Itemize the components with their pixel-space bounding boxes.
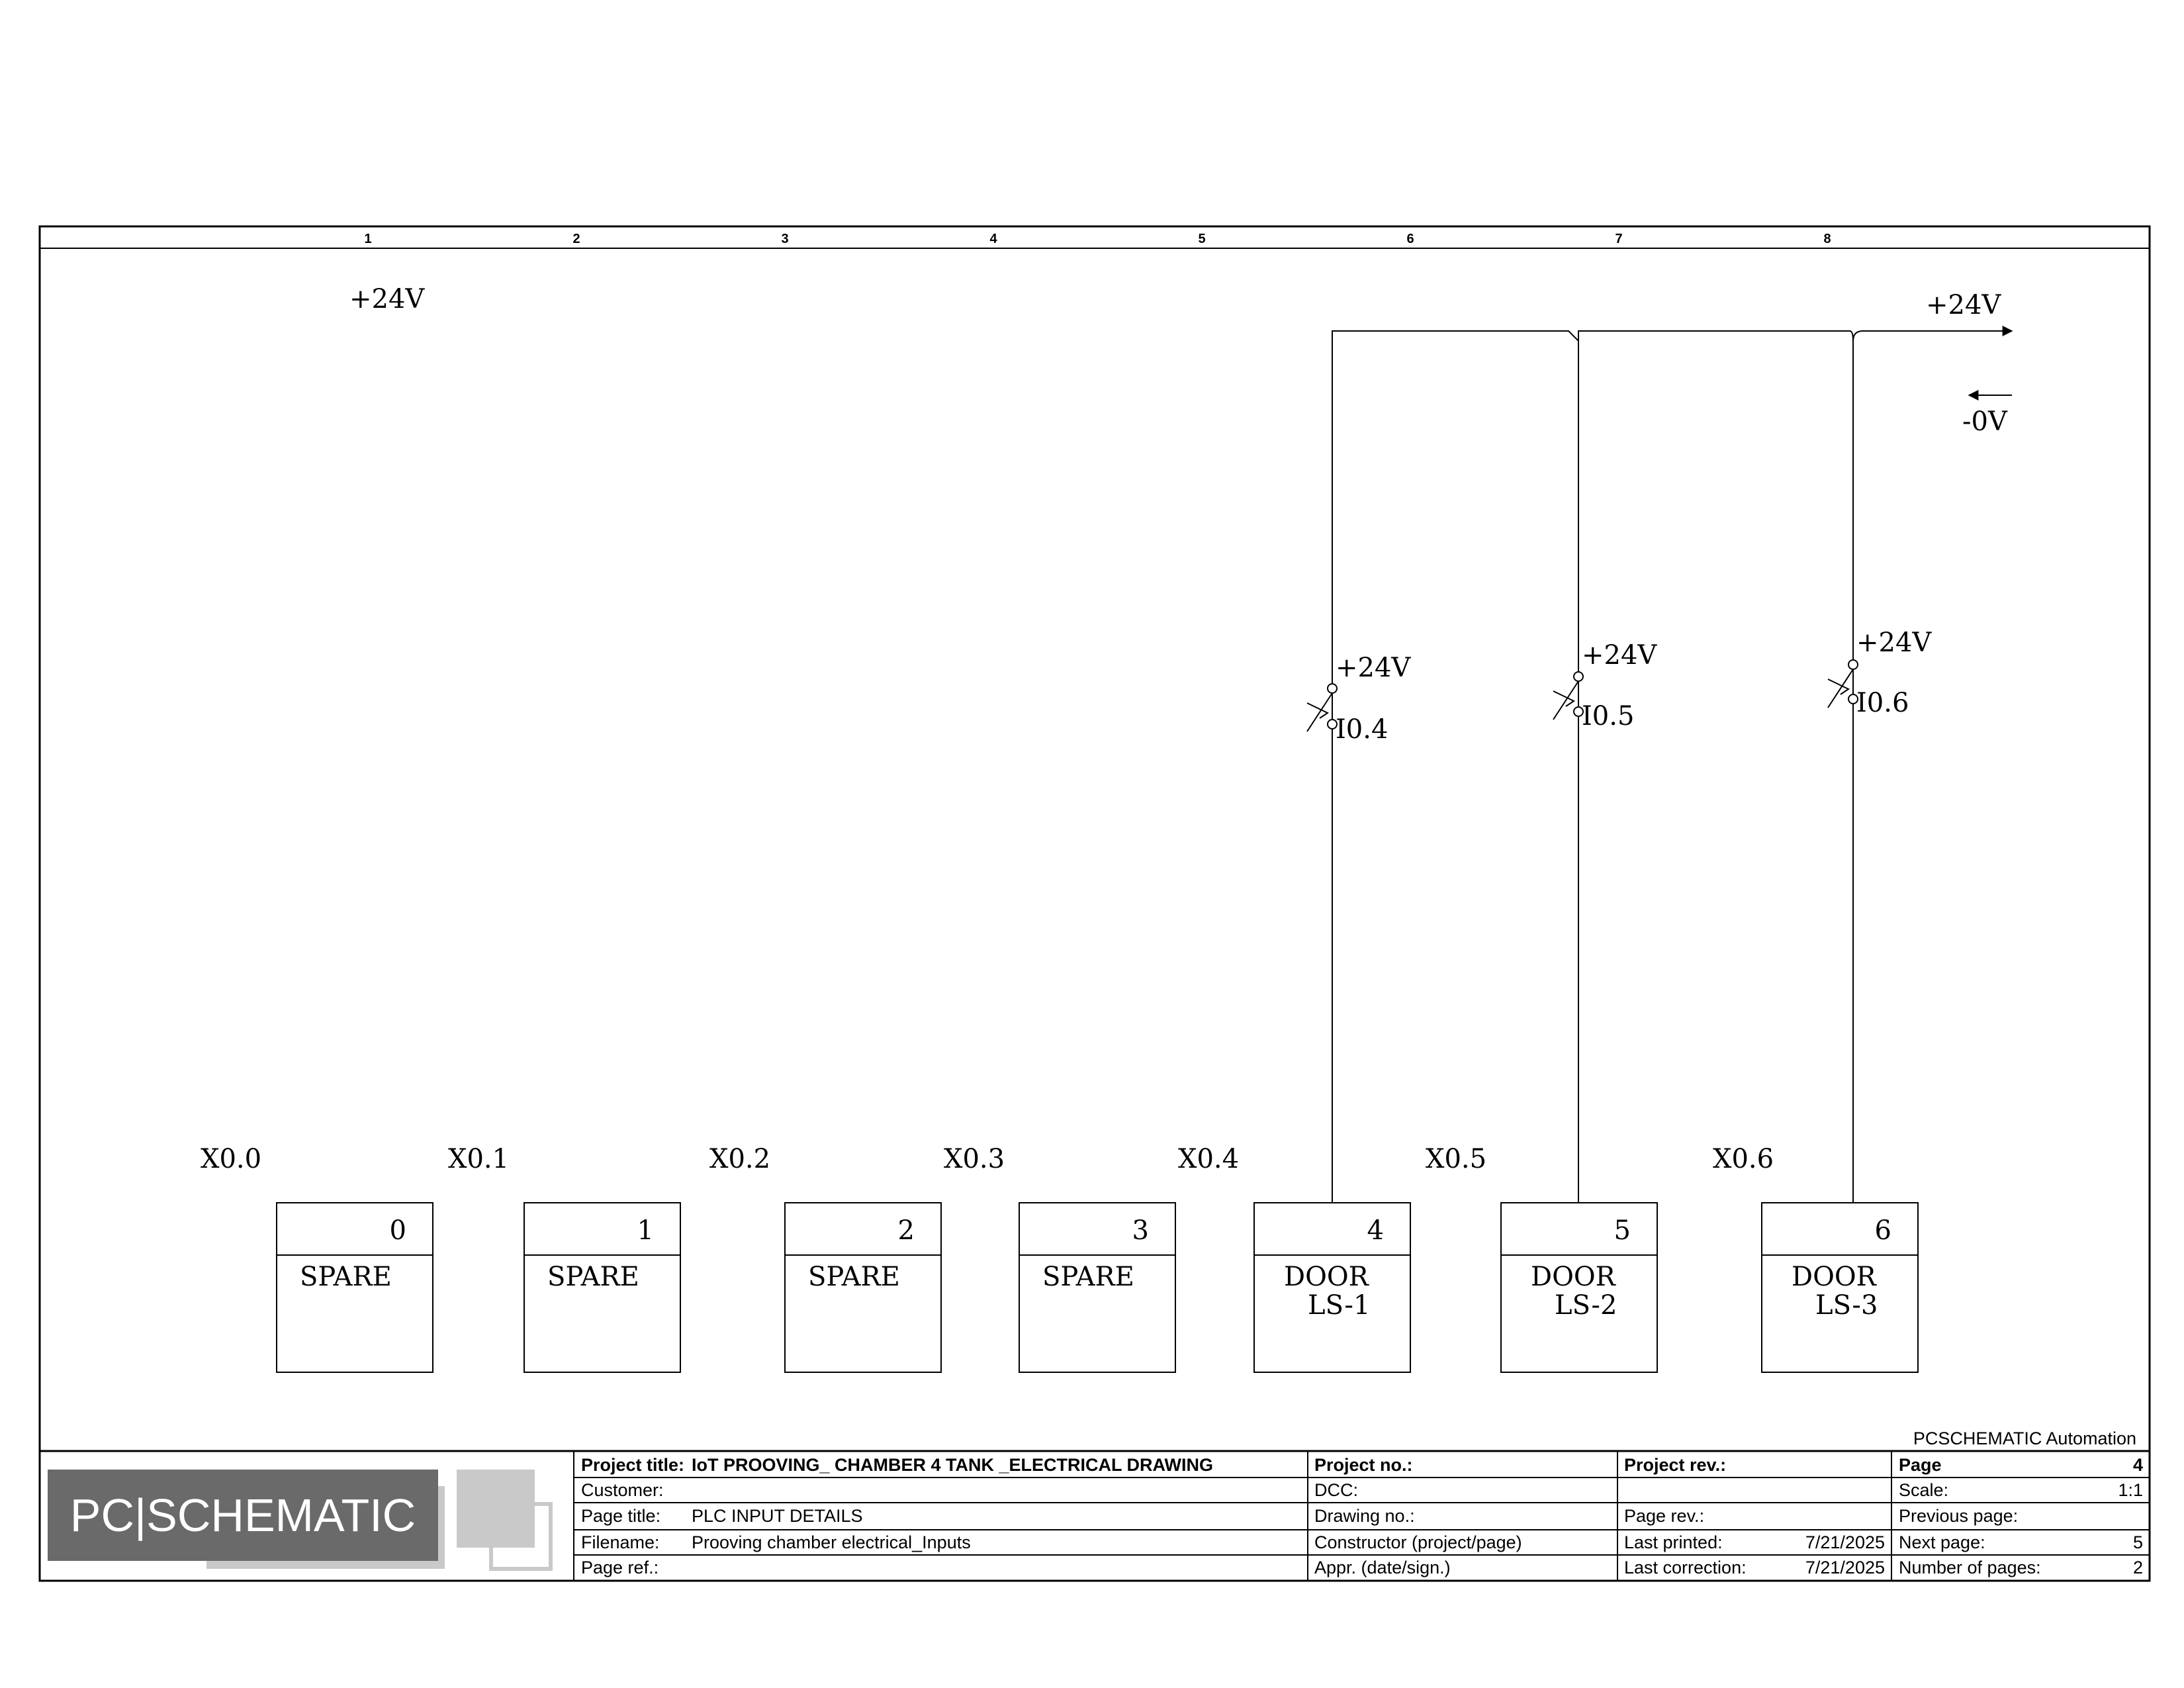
terminal-label-4-line1: DOOR	[1284, 1262, 1369, 1292]
terminal-texts	[300, 1215, 1891, 1321]
last-printed-value: 7/21/2025	[1805, 1532, 1885, 1552]
terminal-label-3-line1: SPARE	[1042, 1262, 1134, 1292]
ruler-col-6: 6	[1406, 232, 1414, 246]
switch-terminal-top	[1574, 672, 1583, 681]
number-of-pages-label: Number of pages:	[1899, 1558, 2041, 1577]
scale-label: Scale:	[1899, 1480, 1949, 1500]
switch-2-input: I0.5	[1582, 701, 1635, 731]
terminal-label-5-line2: LS-2	[1555, 1290, 1617, 1321]
page-value: 4	[2132, 1455, 2143, 1475]
project-title-value: IoT PROOVING_ CHAMBER 4 TANK _ELECTRICAL DRAWING	[692, 1455, 1214, 1475]
terminal-label-1-line1: SPARE	[547, 1262, 639, 1292]
project-no-label: Project no.:	[1314, 1455, 1413, 1475]
terminal-address-2: X0.2	[709, 1144, 771, 1174]
switch-terminal-top	[1848, 660, 1858, 669]
customer-label: Customer:	[581, 1480, 664, 1500]
switch-2-supply: +24V	[1582, 640, 1657, 671]
title-block-text	[581, 1455, 2143, 1577]
terminal-addresses	[201, 1144, 1774, 1174]
terminal-number-2: 2	[897, 1215, 915, 1246]
last-printed-label: Last printed:	[1624, 1532, 1723, 1552]
ruler-col-4: 4	[989, 232, 997, 246]
terminal-number-4: 4	[1367, 1215, 1384, 1246]
previous-page-label: Previous page:	[1899, 1506, 2019, 1526]
filename-value: Prooving chamber electrical_Inputs	[692, 1532, 971, 1552]
logo-square-back	[457, 1470, 535, 1548]
page-label: Page	[1899, 1455, 1942, 1475]
terminal-address-0: X0.0	[201, 1144, 262, 1174]
terminal-number-1: 1	[637, 1215, 654, 1246]
company-logo	[48, 1470, 551, 1569]
logo-text: PC|SCHEMATIC	[69, 1489, 416, 1541]
drawing-no-label: Drawing no.:	[1314, 1506, 1415, 1526]
switch-1-input: I0.4	[1336, 714, 1388, 745]
approval-label: Appr. (date/sign.)	[1314, 1558, 1451, 1577]
ruler-col-7: 7	[1615, 232, 1623, 246]
number-of-pages-value: 2	[2132, 1558, 2143, 1577]
drawing-frame	[40, 226, 2150, 1581]
switch-1-supply: +24V	[1336, 653, 1411, 683]
terminal-address-1: X0.1	[448, 1144, 510, 1174]
terminal-label-6-line2: LS-3	[1815, 1290, 1878, 1321]
scale-value: 1:1	[2118, 1480, 2143, 1500]
vendor-caption: PCSCHEMATIC Automation	[1913, 1429, 2136, 1448]
supply-zero-label: -0V	[1962, 406, 2007, 437]
bus-wire-1	[1332, 331, 2012, 1203]
switch-terminal-top	[1328, 684, 1337, 693]
ruler-col-3: 3	[781, 232, 789, 246]
terminal-address-6: X0.6	[1713, 1144, 1774, 1174]
terminal-label-4-line2: LS-1	[1308, 1290, 1371, 1321]
filename-label: Filename:	[581, 1532, 660, 1552]
last-correction-label: Last correction:	[1624, 1558, 1747, 1577]
terminal-address-5: X0.5	[1426, 1144, 1487, 1174]
terminal-number-3: 3	[1132, 1215, 1149, 1246]
ruler-col-8: 8	[1823, 232, 1831, 246]
ruler-col-5: 5	[1198, 232, 1206, 246]
last-correction-value: 7/21/2025	[1805, 1558, 1885, 1577]
terminal-number-0: 0	[389, 1215, 406, 1246]
ruler-col-2: 2	[572, 232, 580, 246]
next-page-value: 5	[2132, 1532, 2143, 1552]
next-page-label: Next page:	[1899, 1532, 1985, 1552]
terminal-number-5: 5	[1614, 1215, 1631, 1246]
page-title-label: Page title:	[581, 1506, 661, 1526]
switch-3-supply: +24V	[1856, 628, 1932, 658]
terminal-label-5-line1: DOOR	[1531, 1262, 1615, 1292]
project-title-label: Project title:	[581, 1455, 685, 1475]
terminal-address-3: X0.3	[944, 1144, 1005, 1174]
switch-3-input: I0.6	[1856, 688, 1909, 718]
project-rev-label: Project rev.:	[1624, 1455, 1727, 1475]
supply-left-label: +24V	[349, 284, 425, 314]
ruler-col-1: 1	[364, 232, 372, 246]
terminal-label-0-line1: SPARE	[300, 1262, 392, 1292]
page-ref-label: Page ref.:	[581, 1558, 659, 1577]
constructor-label: Constructor (project/page)	[1314, 1532, 1522, 1552]
column-ruler	[364, 232, 1831, 246]
page-title-value: PLC INPUT DETAILS	[692, 1506, 863, 1526]
terminal-number-6: 6	[1874, 1215, 1891, 1246]
terminal-label-6-line1: DOOR	[1792, 1262, 1876, 1292]
page-rev-label: Page rev.:	[1624, 1506, 1705, 1526]
supply-bus	[1332, 331, 2012, 1203]
terminal-address-4: X0.4	[1178, 1144, 1240, 1174]
dcc-label: DCC:	[1314, 1480, 1358, 1500]
supply-right-label: +24V	[1926, 290, 2001, 320]
terminal-label-2-line1: SPARE	[808, 1262, 900, 1292]
